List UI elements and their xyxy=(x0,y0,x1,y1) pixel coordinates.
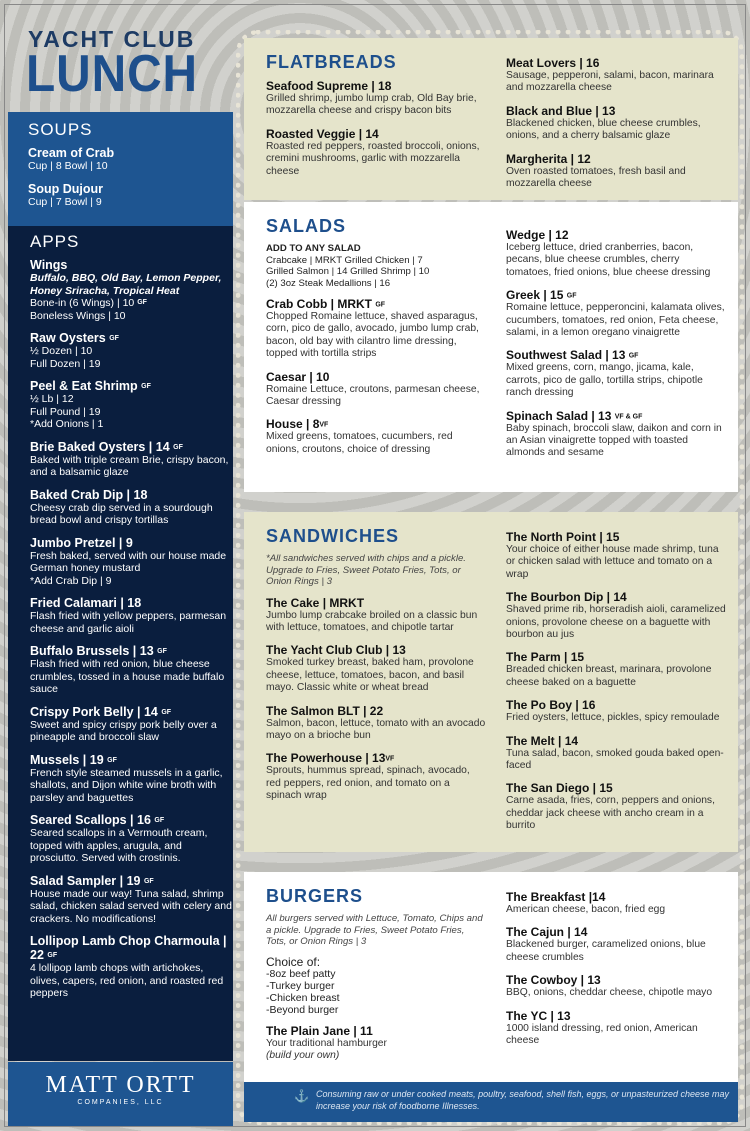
gf-badge: GF xyxy=(173,443,183,451)
salads-heading: SALADS xyxy=(266,216,347,236)
menu-item: Crab Cobb | MRKT GF Chopped Romaine lettuce, shaved asparagus, corn, pico de gallo, avocado, jumbo lump crab, bacon, old bay with cilantro lime dressing, topped with tortilla strips xyxy=(266,297,479,360)
menu-item: The YC | 13 1000 island dressing, red onion, American cheese xyxy=(506,1008,698,1047)
menu-item: Greek | 15 GF Romaine lettuce, pepperoncini, kalamata olives, cucumbers, tomatoes, red onion, Feta cheese, salami, in a lemon oregano vinaigrette xyxy=(506,288,725,339)
list-item: Peel & Eat Shrimp GF ½ Lb | 12 Full Pound | 19 *Add Onions | 1 xyxy=(30,379,151,431)
menu-item: The Melt | 14 Tuna salad, bacon, smoked gouda baked open-faced xyxy=(506,733,724,772)
list-item: Mussels | 19 GF French style steamed mussels in a garlic, shallots, and Dijon white wine broth with parsley and baguettes xyxy=(30,752,223,804)
menu-title-small: YACHT CLUB xyxy=(28,26,196,52)
menu-item: Meat Lovers | 16 Sausage, pepperoni, salami, bacon, marinara and mozzarella cheese xyxy=(506,56,714,94)
anchor-icon: ⚓ xyxy=(294,1089,309,1103)
sandwiches-section xyxy=(244,512,738,852)
list-item: Seared Scallops | 16 GF Seared scallops in a Vermouth cream, topped with apples, arugula, and prosciutto. Served with crostinis. xyxy=(30,813,208,865)
menu-item: The Cowboy | 13 BBQ, onions, cheddar cheese, chipotle mayo xyxy=(506,973,713,999)
menu-item: Caesar | 10 Romaine Lettuce, croutons, parmesan cheese, Caesar dressing xyxy=(266,369,480,408)
apps-section xyxy=(8,226,233,1061)
menu-item: Wedge | 12 Iceberg lettuce, dried cranberries, bacon, pecans, blue cheese crumbles, cherry tomatoes, fried onions, blue cheese dressing xyxy=(506,228,711,278)
gf-badge: GF xyxy=(47,952,58,960)
salad-add-ons: ADD TO ANY SALAD Crabcake | MRKT Grilled Chicken | 7 Grilled Salmon | 14 Grilled Shrimp | 10 (2) 3oz Steak Medallions | 16 xyxy=(266,243,430,289)
menu-item: The Bourbon Dip | 14 Shaved prime rib, horseradish aioli, caramelized onions, provolone cheese on a baguette with bourbon au jus xyxy=(506,590,726,641)
list-item: Wings Buffalo, BBQ, Old Bay, Lemon Pepper, Honey Sriracha, Tropical Heat Bone-in (6 Wings) | 10 GF Boneless Wings | 10 xyxy=(30,258,222,322)
gf-badge: GF xyxy=(141,383,151,391)
list-item: Crispy Pork Belly | 14 GF Sweet and spicy crispy pork belly over a pineapple and broccoli slaw xyxy=(30,704,217,744)
vf-badge: VF xyxy=(319,421,329,429)
list-item: Fried Calamari | 18 Flash fried with yellow peppers, parmesan cheese and garlic aioli xyxy=(30,596,227,635)
gf-badge: GF xyxy=(157,648,167,656)
soups-section xyxy=(8,112,233,226)
burgers-note: All burgers served with Lettuce, Tomato, Chips and a pickle. Upgrade to Fries, Sweet Potato Fries, Tots, or Onion Rings | 3 xyxy=(266,913,483,947)
menu-item: The Cake | MRKT Jumbo lump crabcake broiled on a classic bun with lettuce, tomatoes, and chipotle tartar xyxy=(266,595,478,633)
salads-section xyxy=(244,202,738,492)
menu-title-large: LUNCH xyxy=(26,45,199,103)
list-item: Cream of Crab Cup | 8 Bowl | 10 xyxy=(28,146,115,172)
menu-item: House | 8VF Mixed greens, tomatoes, cucumbers, red onions, croutons, choice of dressing xyxy=(266,417,453,455)
menu-item: Spinach Salad | 13 VF & GF Baby spinach, broccoli slaw, daikon and corn in an Asian vinaigrette topped with toasted almonds and sesame xyxy=(506,408,722,459)
menu-item: The Cajun | 14 Blackened burger, caramelized onions, blue cheese crumbles xyxy=(506,925,706,963)
vf-gf-badge: VF & GF xyxy=(614,412,643,420)
menu-item: The Yacht Club Club | 13 Smoked turkey breast, baked ham, provolone cheese, lettuce, tomatoes, bacon, and basil mayo. Classic white or wheat bread xyxy=(266,643,474,694)
menu-item: The North Point | 15 Your choice of either house made shrimp, tuna or chicken salad with lettuce and tomato on a wrap xyxy=(506,530,719,580)
menu-item: Seafood Supreme | 18 Grilled shrimp, jumbo lump crab, Old Bay brie, mozzarella cheese and crispy bacon bits xyxy=(266,79,477,117)
gf-badge: GF xyxy=(628,352,639,360)
gf-badge: GF xyxy=(154,817,165,825)
menu-item: The Powerhouse | 13VF Sprouts, hummus spread, spinach, avocado, red peppers, red onion, and tomato on a spinach wrap xyxy=(266,751,470,802)
burger-choices: Choice of: -8oz beef patty -Turkey burger -Chicken breast -Beyond burger xyxy=(266,954,340,1016)
gf-badge: GF xyxy=(566,292,577,300)
list-item: Jumbo Pretzel | 9 Fresh baked, served with our house made German honey mustard *Add Crab Dip | 9 xyxy=(30,535,227,587)
menu-item: The Plain Jane | 11 Your traditional hamburger (build your own) xyxy=(266,1023,387,1061)
gf-badge: GF xyxy=(107,756,117,764)
menu-item: The Parm | 15 Breaded chicken breast, marinara, provolone cheese baked on a baguette xyxy=(506,650,712,688)
list-item: Salad Sampler | 19 GF House made our way! Tuna salad, shrimp salad, chicken salad served with celery and crackers. No modifications! xyxy=(30,873,232,925)
gf-badge: GF xyxy=(143,877,154,885)
menu-item: Margherita | 12 Oven roasted tomatoes, fresh basil and mozzarella cheese xyxy=(506,151,686,190)
menu-item: The San Diego | 15 Carne asada, fries, corn, peppers and onions, cheddar jack cheese with ancho cream in a burrito xyxy=(506,781,715,832)
burgers-heading: BURGERS xyxy=(266,886,364,906)
soups-heading: SOUPS xyxy=(28,120,93,139)
list-item: Soup Dujour Cup | 7 Bowl | 9 xyxy=(28,181,103,208)
list-item: Raw Oysters GF ½ Dozen | 10 Full Dozen | 19 xyxy=(30,331,119,370)
menu-item: Southwest Salad | 13 GF Mixed greens, corn, mango, jicama, kale, carrots, pico de gallo, tortilla strips, chipotle ranch dressing xyxy=(506,348,703,399)
menu-item: The Po Boy | 16 Fried oysters, lettuce, pickles, spicy remoulade xyxy=(506,698,720,724)
gf-badge: GF xyxy=(161,708,172,716)
sandwiches-heading: SANDWICHES xyxy=(266,526,400,546)
sandwiches-note: *All sandwiches served with chips and a pickle. Upgrade to Fries, Sweet Potato Fries, Tots, or Onion Rings | 3 xyxy=(266,553,466,587)
flatbreads-heading: FLATBREADS xyxy=(266,52,397,72)
vf-badge: VF xyxy=(385,755,395,763)
gf-badge: GF xyxy=(109,335,119,343)
burgers-section xyxy=(244,872,738,1082)
flatbreads-section xyxy=(244,38,738,200)
menu-item: The Breakfast |14 American cheese, bacon, fried egg xyxy=(506,890,666,915)
menu-item: Roasted Veggie | 14 Roasted red peppers, roasted broccoli, onions, cremini mushrooms, garlic with mozzarella cheese xyxy=(266,126,480,177)
list-item: Brie Baked Oysters | 14 GF Baked with triple cream Brie, crispy bacon, and a balsamic glaze xyxy=(30,439,229,479)
gf-badge: GF xyxy=(137,299,147,306)
company-logo: MATT ORTT COMPANIES, LLC xyxy=(8,1062,233,1126)
menu-item: Black and Blue | 13 Blackened chicken, blue cheese crumbles, onions, and a cherry balsamic glaze xyxy=(506,103,701,142)
list-item: Lollipop Lamb Chop Charmoula | 22 GF 4 lollipop lamb chops with artichokes, olives, capers, red onion, and roasted red peppers xyxy=(30,934,227,1000)
menu-item: The Salmon BLT | 22 Salmon, bacon, lettuce, tomato with an avocado mayo on a brioche bun xyxy=(266,703,486,741)
list-item: Buffalo Brussels | 13 GF Flash fried with red onion, blue cheese crumbles, tossed in a house made buffalo sauce xyxy=(30,644,225,696)
gf-badge: GF xyxy=(375,301,386,309)
list-item: Baked Crab Dip | 18 Cheesy crab dip served in a sourdough bread bowl and crispy tortillas xyxy=(30,487,213,527)
apps-heading: APPS xyxy=(30,232,80,251)
health-warning: ⚓ Consuming raw or under cooked meats, poultry, seafood, shell fish, eggs, or unpasteurized cheese may increase your risk of foodborne Illnesses. xyxy=(244,1082,738,1122)
